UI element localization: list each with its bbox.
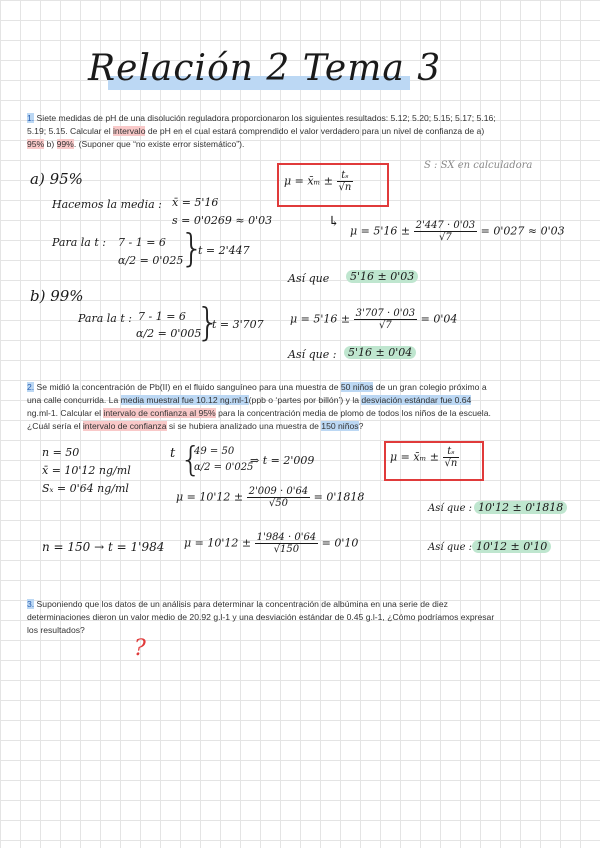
problem-2-line-3a: ng.ml-1. Calcular el [27, 408, 104, 418]
p2-result: 10'12 ± 0'1818 [474, 501, 567, 514]
p2-mu2-result: = 0'10 [321, 536, 359, 550]
highlight-intervalo: intervalo [113, 126, 146, 136]
formula-2-den: √n [444, 458, 458, 469]
problem-3-line-1: Suponiendo que los datos de un análisis para determinar la concentración de albúmina en una serie de diez [34, 599, 448, 609]
highlight-99: 99% [56, 139, 74, 149]
mu-b-num: 3'707 · 0'03 [355, 308, 416, 319]
mu-b [290, 308, 457, 331]
problem-2-number: 2. [27, 382, 35, 392]
mu-a-lhs: μ = 5'16 ± [350, 224, 411, 238]
brace-a: } [180, 226, 205, 270]
highlight-intervalo-confianza: intervalo de confianza [82, 421, 167, 431]
p2-n150: n = 150 → t = 1'984 [42, 540, 165, 554]
highlight-50-ninos: 50 niños [340, 382, 374, 392]
t-value-b: t = 3'707 [212, 318, 264, 331]
question-mark: ? [134, 636, 146, 661]
highlight-150-ninos: 150 niños [321, 421, 359, 431]
t-value-a: t = 2'447 [198, 244, 250, 257]
problem-2-line-1a: Se midió la concentración de Pb(II) en el fluido sanguíneo para una muestra de [34, 382, 341, 392]
problem-3-number: 3. [27, 599, 35, 609]
problem-1-line-2b: de pH en el cual estará comprendido el valor verdadero para un nivel de confianza de a) [145, 126, 485, 136]
p2-alpha: α/2 = 0'025 [194, 462, 254, 473]
p2-mu [176, 486, 364, 509]
problem-3-statement [27, 598, 587, 637]
mu-a [350, 220, 565, 243]
p2-sx: Sₓ = 0'64 ng/ml [42, 482, 129, 495]
p2-n: n = 50 [42, 446, 80, 459]
asique-a: Así que [288, 272, 330, 285]
problem-2-line-4c: ? [358, 421, 364, 431]
p2-brace: { [180, 440, 202, 480]
df-b: 7 - 1 = 6 [138, 310, 186, 323]
p2-t-label: t [170, 446, 176, 461]
mu-b-fraction [354, 308, 418, 331]
result-b: 5'16 ± 0'04 [344, 346, 416, 359]
brace-b: } [196, 300, 221, 344]
p2-mu2-fraction [255, 532, 319, 555]
problem-2-line-4b: si se hubiera analizado una muestra de [166, 421, 322, 431]
mu-b-den: √7 [379, 320, 392, 331]
p2-result-2: 10'12 ± 0'10 [472, 540, 551, 553]
mu-a-den: √7 [439, 232, 452, 243]
problem-1-line-1: Siete medidas de pH de una disolución reguladora proporcionaron los siguientes resultados: 5.12; 5.20; 5.15; 5.17; 5.16; [34, 113, 496, 123]
result-a: 5'16 ± 0'03 [346, 270, 418, 283]
arrow-a: ↳ [328, 214, 340, 230]
p2-mu-fraction [247, 486, 311, 509]
p2-mu2-num: 1'984 · 0'64 [256, 532, 317, 543]
std-dev-value: s = 0'0269 ≈ 0'03 [172, 214, 273, 227]
problem-1-line-3b: . (Suponer que “no existe error sistemático”). [73, 139, 245, 149]
para-t-label-a: Para la t : [52, 236, 106, 249]
highlight-media: media muestral fue 10.12 ng.ml-1 [120, 395, 249, 405]
p2-mu-lhs: μ = 10'12 ± [176, 490, 244, 504]
formula-1-num: tₛ [337, 170, 354, 182]
mu-a-num: 2'447 · 0'03 [415, 220, 476, 231]
formula-2-fraction [443, 446, 460, 469]
part-a-label: a) 95% [30, 170, 83, 188]
formula-1-den: √n [338, 182, 352, 193]
para-t-label-b: Para la t : [78, 312, 132, 325]
part-b-label: b) 99% [30, 287, 84, 305]
highlight-intervalo-95: intervalo de confianza al 95% [103, 408, 216, 418]
hacemos-media: Hacemos la media : [52, 198, 162, 211]
p2-mu-num: 2'009 · 0'64 [248, 486, 309, 497]
p2-df: 49 = 50 [194, 446, 235, 457]
formula-2-lhs: μ = x̄ₘ ± [390, 450, 440, 464]
problem-1-statement [27, 112, 575, 151]
formula-2-num: tₛ [443, 446, 460, 458]
mu-a-result: = 0'027 ≈ 0'03 [480, 224, 565, 238]
p2-mu2-den: √150 [273, 544, 300, 555]
problem-2-line-3b: para la concentración media de plomo de todos los niños de la escuela. [215, 408, 491, 418]
highlight-desviacion: desviación estándar fue 0.64 [361, 395, 472, 405]
problem-1-line-3a: b) [44, 139, 57, 149]
alpha-b: α/2 = 0'005 [136, 327, 202, 340]
highlight-95: 95% [27, 139, 45, 149]
p2-mu-den: √50 [268, 498, 288, 509]
page-title: Relación 2 Tema 3 [88, 48, 442, 89]
problem-1-line-2a: 5.19; 5.15. Calcular el [27, 126, 113, 136]
df-a: 7 - 1 = 6 [118, 236, 166, 249]
formula-1-fraction [337, 170, 354, 193]
problem-2-line-2b: (ppb o ‘partes por billón’) y la [248, 395, 362, 405]
problem-2-line-4a: ¿Cuál sería el [27, 421, 83, 431]
asique-b: Así que : [288, 348, 337, 361]
p2-mu2-lhs: μ = 10'12 ± [184, 536, 252, 550]
mu-b-result: = 0'04 [420, 312, 458, 326]
alpha-a: α/2 = 0'025 [118, 254, 184, 267]
p2-t-value: ⇒ t = 2'009 [250, 454, 315, 467]
problem-2-line-2a: una calle concurrida. La [27, 395, 121, 405]
problem-1-number: 1. [27, 113, 35, 123]
problem-2-line-1b: de un gran colegio próximo a [373, 382, 487, 392]
mu-a-fraction [414, 220, 478, 243]
problem-3-line-3: los resultados? [27, 625, 85, 635]
p2-asique-2: Así que : [428, 542, 473, 553]
problem-3-line-2: determinaciones dieron un valor medio de 20.92 g.l-1 y una desviación estándar de 0.45 g.l-1, ¿Cómo podríamos expresar [27, 612, 495, 622]
formula-1 [284, 170, 353, 193]
p2-mu-result: = 0'1818 [313, 490, 365, 504]
problem-2-statement [27, 381, 587, 433]
mean-value: x̄ = 5'16 [172, 196, 219, 209]
formula-2 [390, 446, 459, 469]
p2-asique: Así que : [428, 503, 473, 514]
p2-mu2 [184, 532, 358, 555]
formula-1-lhs: μ = x̄ₘ ± [284, 174, 334, 188]
calculator-note: S : SX en calculadora [424, 160, 533, 171]
mu-b-lhs: μ = 5'16 ± [290, 312, 351, 326]
p2-mean: x̄ = 10'12 ng/ml [42, 464, 131, 477]
